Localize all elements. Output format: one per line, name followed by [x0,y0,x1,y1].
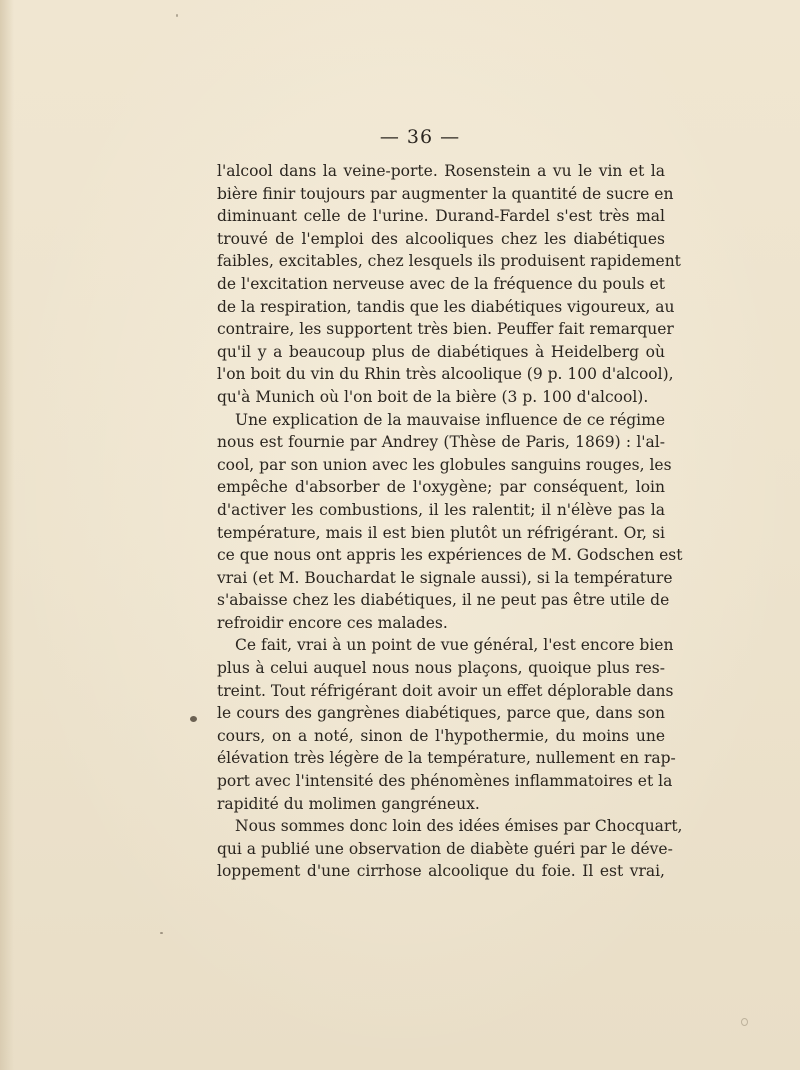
text-line: l'on boit du vin du Rhin très alcoolique (9 p. 100 d'alcool), [217,365,674,384]
paragraph-1 [217,160,681,409]
text-line: trouvé de l'emploi des alcooliques chez les diabétiques [217,229,665,248]
text-line: le cours des gangrènes diabétiques, parce que, dans son [217,704,665,723]
page-spine-shadow [0,0,14,1070]
text-line: l'alcool dans la veine-porte. Rosenstein a vu le vin et la [217,162,665,180]
text-line: qu'à Munich où l'on boit de la bière (3 p. 100 d'alcool). [217,387,649,406]
body-text [217,160,683,883]
text-line: nous est fournie par Andrey (Thèse de Paris, 1869) : l'al- [217,433,665,452]
text-line: loppement d'une cirrhose alcoolique du foie. Il est vrai, [217,862,665,881]
text-line: plus à celui auquel nous nous plaçons, quoique plus res- [217,659,665,678]
text-line: d'activer les combustions, il les ralentit; il n'élève pas la [217,500,665,519]
ink-speck [741,1018,748,1026]
text-line: élévation très légère de la température, nullement en rap- [217,749,676,768]
text-line: port avec l'intensité des phénomènes inflammatoires et la [217,772,673,791]
text-line: refroidir encore ces malades. [217,613,448,632]
text-line: cool, par son union avec les globules sanguins rouges, les [217,455,672,474]
text-line: Nous sommes donc loin des idées émises par Chocquart, [235,817,683,836]
ink-speck [190,716,197,722]
text-line: empêche d'absorber de l'oxygène; par conséquent, loin [217,478,665,497]
text-line: diminuant celle de l'urine. Durand-Fardel s'est très mal [217,207,665,226]
text-line: ce que nous ont appris les expériences de M. Godschen est [217,546,683,565]
text-line: Une explication de la mauvaise influence de ce régime [235,410,665,429]
text-line: Ce fait, vrai à un point de vue général, l'est encore bien [235,636,674,655]
text-line: contraire, les supportent très bien. Peuffer fait remarquer [217,320,674,339]
page-number: — 36 — [379,126,461,148]
text-line: s'abaisse chez les diabétiques, il ne peut pas être utile de [217,591,670,610]
text-line: vrai (et M. Bouchardat le signale aussi), si la température [217,568,673,587]
text-line: faibles, excitables, chez lesquels ils produisent rapidement [217,252,681,271]
ink-speck [160,932,163,934]
text-line: cours, on a noté, sinon de l'hypothermie, du moins une [217,726,665,745]
text-line: de l'excitation nerveuse avec de la fréquence du pouls et [217,274,665,293]
paragraph-2 [217,409,683,635]
paragraph-3 [217,634,676,815]
text-line: de la respiration, tandis que les diabétiques vigoureux, au [217,297,675,316]
text-line: rapidité du molimen gangréneux. [217,794,480,813]
text-line: qu'il y a beaucoup plus de diabétiques à Heidelberg où [217,342,665,361]
text-line: qui a publié une observation de diabète guéri par le déve- [217,839,673,858]
ink-speck [176,14,178,17]
paragraph-4 [217,815,683,883]
text-line: bière finir toujours par augmenter la quantité de sucre en [217,184,674,203]
text-line: treint. Tout réfrigérant doit avoir un effet déplorable dans [217,681,674,700]
text-line: température, mais il est bien plutôt un réfrigérant. Or, si [217,523,665,542]
